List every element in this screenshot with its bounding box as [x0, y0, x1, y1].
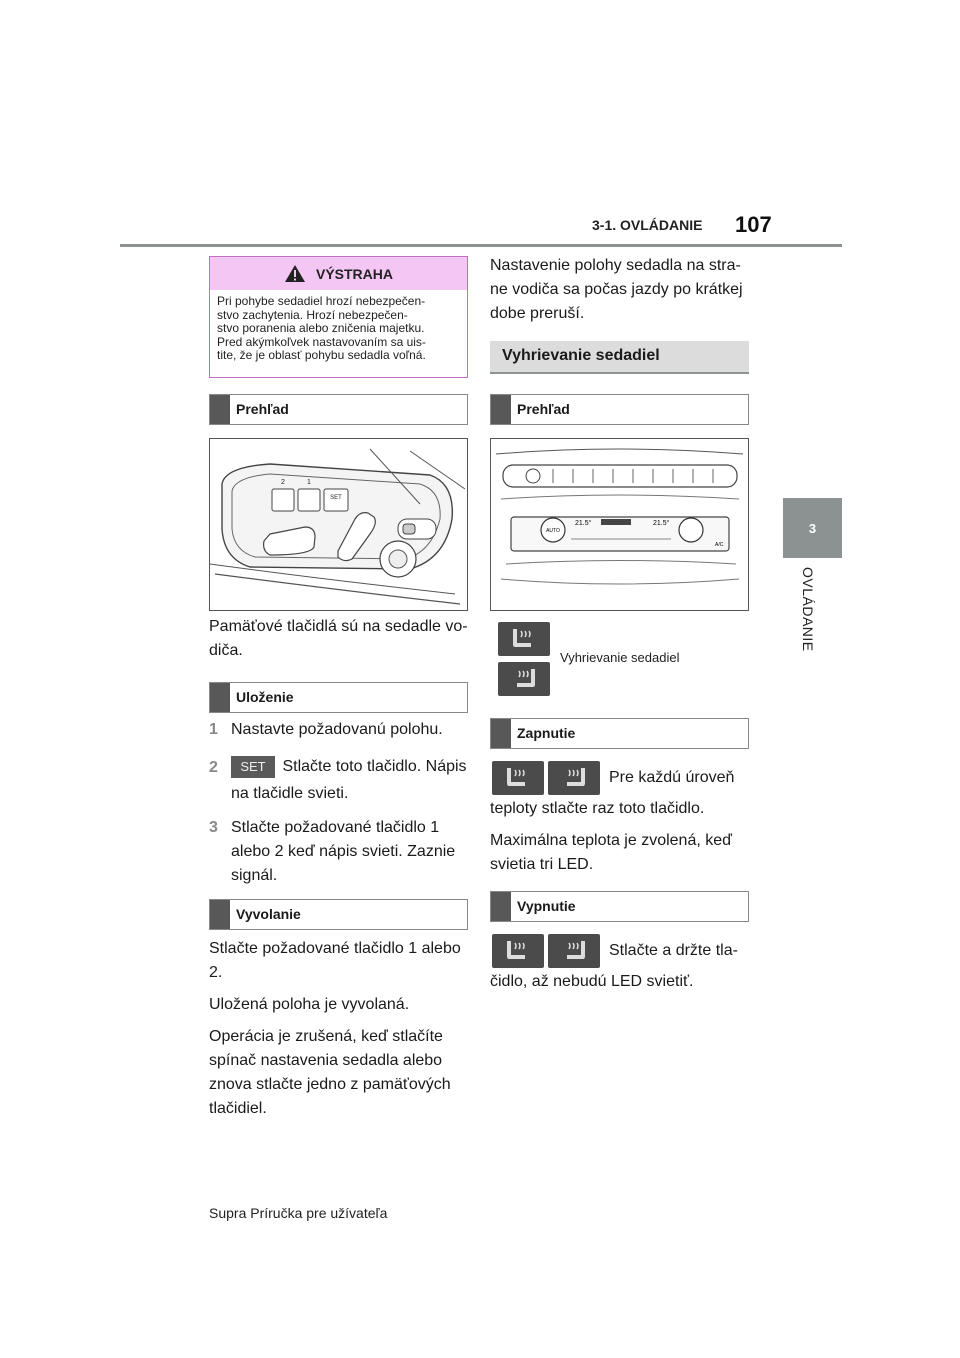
seat-heat-icon: [561, 766, 587, 790]
seat-heat-button-left[interactable]: [498, 622, 550, 656]
seat-heat-icon: [561, 939, 587, 963]
temp-right: 21.5°: [653, 520, 670, 527]
text-line: Stlačte požadované tlačidlo 1 alebo: [209, 940, 461, 957]
seat-heat-button-right[interactable]: [548, 761, 600, 795]
set-button-icon: SET: [231, 756, 275, 778]
text-line: dobe preruší.: [490, 305, 585, 322]
section-title: Uloženie: [236, 689, 294, 705]
climate-panel-figure: [490, 438, 749, 611]
seat-heat-button-left[interactable]: [492, 761, 544, 795]
set-button-label: SET: [330, 495, 342, 501]
section-title: Prehľad: [517, 401, 570, 417]
section-header: 3-1. OVLÁDANIE: [592, 217, 703, 233]
save-steps: [209, 718, 471, 888]
section-title: Vyvolanie: [236, 906, 301, 922]
step-1: [209, 718, 471, 742]
seat-control-illustration: [210, 439, 467, 610]
memory-button-1-label: 1: [307, 479, 311, 486]
heading-seat-heating: Vyhrievanie sedadiel: [490, 341, 749, 374]
section-overview-right: [490, 394, 749, 425]
footer-title: Supra Príručka pre užívateľa: [209, 1205, 388, 1221]
auto-label: AUTO: [546, 528, 560, 534]
seat-heat-icon: [505, 939, 531, 963]
step-number: 2: [209, 759, 218, 776]
section-recall: [209, 899, 468, 930]
text-line: Maximálna teplota je zvolená, keď: [490, 832, 732, 849]
section-title: Zapnutie: [517, 725, 576, 741]
chapter-label: OVLÁDANIE: [800, 567, 816, 652]
step-text: Nastavte požadovanú polohu.: [231, 721, 443, 738]
seat-adjust-note: [490, 254, 752, 326]
warning-header: [210, 257, 467, 290]
text-line: tlačidiel.: [209, 1100, 267, 1117]
text-line: ne vodiča sa počas jazdy po krátkej: [490, 281, 743, 298]
off-text-inline: Stlačte a držte tla-: [609, 942, 738, 959]
warning-line: stvo poranenia alebo zničenia majetku.: [217, 321, 425, 335]
warning-box: [209, 256, 468, 378]
warning-line: tite, že je oblasť pohybu sedadla voľná.: [217, 348, 426, 362]
section-on: [490, 718, 749, 749]
text-line: spínač nastavenia sedadla alebo: [209, 1052, 443, 1069]
seat-heat-icon: [511, 627, 537, 651]
step-text: alebo 2 keď nápis svieti. Zaznie: [231, 843, 456, 860]
step-text: Stlačte toto tlačidlo. Nápis: [282, 758, 467, 775]
step-text: na tlačidle svieti.: [231, 785, 349, 802]
chapter-tab: 3: [783, 498, 842, 558]
section-title: Prehľad: [236, 401, 289, 417]
ac-label: A/C: [715, 542, 724, 548]
text-line: Nastavenie polohy sedadla na stra-: [490, 257, 741, 274]
section-save: [209, 682, 468, 713]
header-rule: [120, 244, 842, 247]
step-text: Stlačte požadované tlačidlo 1: [231, 819, 440, 836]
seat-heat-icon: [505, 766, 531, 790]
warning-text: [210, 290, 467, 368]
memory-button-2-label: 2: [281, 479, 285, 486]
seat-heat-icon: [511, 667, 537, 691]
seat-heat-button-left[interactable]: [492, 934, 544, 968]
recall-text: [209, 937, 471, 1121]
off-text: čidlo, až nebudú LED svietiť.: [490, 973, 694, 990]
on-text: [490, 797, 752, 877]
section-title: Vypnutie: [517, 898, 576, 914]
step-2: [209, 752, 471, 806]
text-line: znova stlačte jedno z pamäťových: [209, 1076, 451, 1093]
text-line: 2.: [209, 964, 223, 981]
seat-heat-button-right[interactable]: [498, 662, 550, 696]
memory-description: [209, 615, 471, 663]
climate-panel-illustration: [491, 439, 748, 610]
text-line: Uložená poloha je vyvolaná.: [209, 996, 410, 1013]
step-3: [209, 816, 471, 888]
text-line: Operácia je zrušená, keď stlačíte: [209, 1028, 443, 1045]
seat-memory-figure: [209, 438, 468, 611]
seat-heat-button-right[interactable]: [548, 934, 600, 968]
on-text-inline: Pre každú úroveň: [609, 769, 735, 786]
text-line: diča.: [209, 642, 243, 659]
section-overview-left: [209, 394, 468, 425]
warning-triangle-icon: [284, 264, 306, 283]
text-line: Pamäťové tlačidlá sú na sedadle vo-: [209, 618, 468, 635]
seat-heating-caption: Vyhrievanie sedadiel: [560, 650, 680, 665]
step-number: 1: [209, 721, 218, 738]
page-number: 107: [735, 212, 772, 237]
text-line: teploty stlačte raz toto tlačidlo.: [490, 800, 705, 817]
warning-title: VÝSTRAHA: [315, 265, 393, 282]
warning-line: Pred akýmkoľvek nastavovaním sa uis-: [217, 334, 426, 349]
warning-line: stvo zachytenia. Hrozí nebezpečen-: [217, 307, 408, 322]
section-off: [490, 891, 749, 922]
step-text: signál.: [231, 867, 278, 884]
warning-line: Pri pohybe sedadiel hrozí nebezpečen-: [217, 294, 426, 308]
temp-left: 21.5°: [575, 520, 592, 527]
text-line: svietia tri LED.: [490, 856, 594, 873]
step-number: 3: [209, 819, 218, 836]
